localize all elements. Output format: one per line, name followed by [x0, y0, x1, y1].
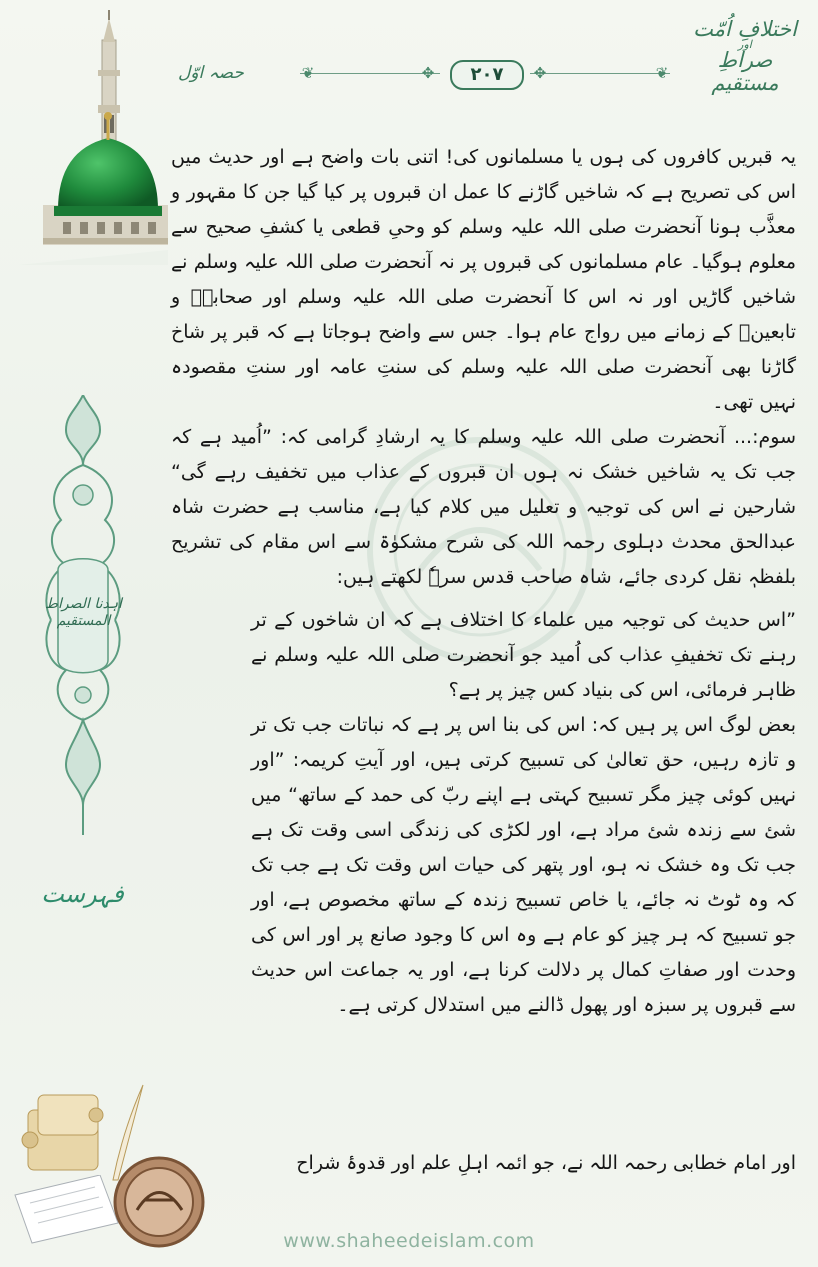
quote-paragraph: ”اس حدیث کی توجیہ میں علماء کا اختلاف ہے کہ ان شاخوں کے تر رہنے تک تخفیفِ عذاب کی اُمید جو آنحضرت صلی اللہ علیہ وسلم نے ظاہر فرمائی، اس کی بنیاد کس چیز پر ہے؟ [251, 609, 796, 701]
emblem-text-line2: المستقیم [56, 612, 111, 629]
emblem-text-line1: اہدنا الصراط [45, 596, 122, 612]
book-title [690, 18, 800, 95]
ornament-line-right [530, 73, 670, 74]
book-title-line1: اختلافِ اُمّت [693, 17, 797, 41]
page-number-ornament [300, 60, 670, 86]
index-link[interactable]: فہرست [41, 880, 124, 908]
website-url[interactable]: www.shaheedeislam.com [283, 1230, 535, 1252]
page-number: ۲۰۷ [450, 60, 524, 90]
ornament-line-left [300, 73, 440, 74]
body-paragraph: سوم:... آنحضرت صلی اللہ علیہ وسلم کا یہ ارشادِ گرامی کہ: ”اُمید ہے کہ جب تک یہ شاخیں خشک نہ ہوں ان قبروں کے عذاب میں تخفیف رہے گی“ شارحین نے اس کی توجیہ و تعلیل میں کلام کیا ہے، مناسب ہے حضرت شاہ عبدالحق محدث دہلوی رحمہ اللہ کی شرح مشکوٰۃ سے اس مقام کی تشریح بلفظہٖ نقل کردی جائے، شاہ صاحب قدس سرہٗ لکھتے ہیں: [171, 426, 796, 588]
part-label: حصہ اوّل [178, 63, 244, 83]
flourish-icon: ❦ [655, 64, 669, 82]
quote-paragraph: بعض لوگ اس پر ہیں کہ: اس کی بنا اس پر ہے کہ نباتات جب تک تر و تازہ رہیں، حق تعالیٰ کی تسبیح کرتی ہیں، اور آیتِ کریمہ: ”اور نہیں کوئی چیز مگر تسبیح کہتی ہے اپنے ربّ کی حمد کے ساتھ“ میں شئ سے زندہ شئ مراد ہے، اور لکڑی کی زندگی اسی وقت تک ہے جب تک وہ خشک نہ ہو، اور پتھر کی حیات اس وقت تک ہے جب تک کہ وہ ٹوٹ نہ جائے، یا خاص تسبیح زندہ کے ساتھ مخصوص ہے، اور جو تسبیح کہ ہر چیز کو عام ہے وہ اس کا وجود صانع پر اور اس کی وحدت اور صفاتِ کمال پر دلالت کرنا ہے، اور یہ جماعت اس حدیث سے قبروں پر سبزہ اور پھول ڈالنے میں استدلال کرتی ہے۔ [251, 714, 796, 1016]
green-dome-mosque-illustration [18, 10, 168, 265]
emblem-calligraphy [36, 596, 131, 630]
book-title-connector: اور [738, 38, 752, 52]
closing-line: اور امام خطابی رحمہ اللہ نے، جو ائمہ اہلِ علم اور قدوۂ شراح [296, 1152, 796, 1174]
flourish-icon: ✥ [421, 64, 435, 82]
book-title-line2: صراطِ مستقیم [711, 48, 779, 96]
main-body-text [171, 140, 796, 595]
flourish-icon: ✥ [533, 64, 547, 82]
flourish-icon: ❦ [301, 64, 315, 82]
body-paragraph: یہ قبریں کافروں کی ہوں یا مسلمانوں کی! اتنی بات واضح ہے اور حدیث میں اس کی تصریح ہے کہ شاخیں گاڑنے کا عمل ان قبروں پر کیا گیا جن کا مقہور و معذَّب ہونا آنحضرت صلی اللہ علیہ وسلم کو وحیِ قطعی یا کشفِ صحیح سے معلوم ہوگیا۔ عام مسلمانوں کی قبروں پر نہ آنحضرت صلی اللہ علیہ وسلم نے شاخیں گاڑیں اور نہ اس کا آنحضرت صلی اللہ علیہ وسلم اور صحابہؓ و تابعینؒ کے زمانے میں رواج عام ہوا۔ جس سے واضح ہوجاتا ہے کہ قبر پر شاخ گاڑنا بھی آنحضرت صلی اللہ علیہ وسلم کی سنتِ عامہ اور سنتِ مقصودہ نہیں تھی۔ [171, 146, 796, 413]
quoted-passage [251, 603, 796, 1023]
